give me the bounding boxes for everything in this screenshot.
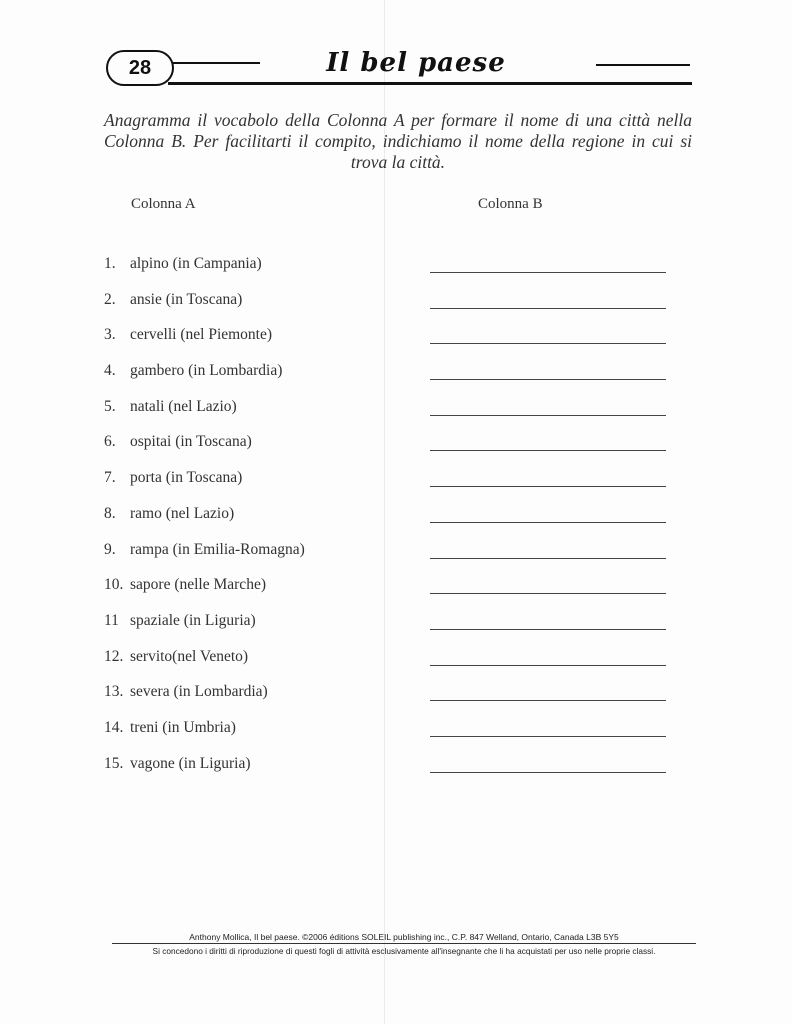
item-number: 14. — [104, 718, 124, 736]
list-item — [104, 255, 684, 291]
list-item — [104, 433, 684, 469]
item-number: 15. — [104, 754, 124, 772]
item-number: 11 — [104, 611, 119, 629]
list-item — [104, 326, 684, 362]
answer-line[interactable] — [430, 343, 666, 344]
instructions: Anagramma il vocabolo della Colonna A per formare il nome di una città nella Colonna B. Per facilitarti il compito, indichiamo il nome della regione in cui si trova la città. — [104, 110, 692, 172]
item-number: 2. — [104, 290, 116, 308]
item-word: sapore (nelle Marche) — [130, 576, 266, 594]
answer-line[interactable] — [430, 450, 666, 451]
answer-line[interactable] — [430, 700, 666, 701]
list-item — [104, 719, 684, 755]
header-rule-right — [596, 64, 690, 66]
list-item — [104, 648, 684, 684]
item-number: 6. — [104, 433, 116, 451]
answer-line[interactable] — [430, 772, 666, 773]
header-rule-left — [172, 62, 260, 64]
answer-line[interactable] — [430, 736, 666, 737]
list-item — [104, 755, 684, 791]
item-word: porta (in Toscana) — [130, 469, 243, 487]
item-number: 12. — [104, 647, 124, 665]
answer-line[interactable] — [430, 593, 666, 594]
item-word: natali (nel Lazio) — [130, 397, 237, 415]
answer-line[interactable] — [430, 629, 666, 630]
column-a-heading: Colonna A — [131, 196, 196, 212]
page-number-badge: 28 — [106, 50, 174, 86]
item-number: 5. — [104, 397, 116, 415]
item-number: 10. — [104, 576, 124, 594]
answer-line[interactable] — [430, 308, 666, 309]
list-item — [104, 291, 684, 327]
column-b-heading: Colonna B — [478, 196, 543, 212]
answer-line[interactable] — [430, 522, 666, 523]
list-item — [104, 362, 684, 398]
item-number: 7. — [104, 469, 116, 487]
item-word: alpino (in Campania) — [130, 255, 262, 272]
exercise-list — [104, 255, 684, 790]
list-item — [104, 576, 684, 612]
item-word: rampa (in Emilia-Romagna) — [130, 540, 305, 558]
list-item — [104, 505, 684, 541]
item-word: treni (in Umbria) — [130, 718, 236, 736]
answer-line[interactable] — [430, 665, 666, 666]
item-word: servito(nel Veneto) — [130, 647, 249, 665]
list-item — [104, 398, 684, 434]
answer-line[interactable] — [430, 486, 666, 487]
header-rule-bottom — [168, 82, 692, 85]
page-title: Il bel paese — [326, 48, 506, 78]
list-item — [104, 683, 684, 719]
item-word: ospitai (in Toscana) — [130, 433, 252, 451]
item-word: spaziale (in Liguria) — [130, 611, 256, 629]
item-number: 9. — [104, 540, 116, 558]
footer-rule — [112, 943, 696, 944]
item-word: severa (in Lombardia) — [130, 683, 268, 701]
item-word: vagone (in Liguria) — [130, 754, 251, 772]
item-word: ansie (in Toscana) — [130, 290, 243, 308]
footer-rights: Si concedono i diritti di riproduzione di questi fogli di attività esclusivamente all'insegnante che li ha acquistati per uso nelle proprie classi. — [152, 946, 656, 956]
list-item — [104, 469, 684, 505]
item-number: 3. — [104, 326, 116, 344]
page-header — [106, 48, 692, 90]
item-word: cervelli (nel Piemonte) — [130, 326, 273, 344]
answer-line[interactable] — [430, 558, 666, 559]
item-number: 13. — [104, 683, 124, 701]
list-item — [104, 612, 684, 648]
item-number: 4. — [104, 362, 116, 380]
footer-credit: Anthony Mollica, Il bel paese. ©2006 éditions SOLEIL publishing inc., C.P. 847 Welland, Ontario, Canada L3B 5Y5 — [189, 932, 619, 942]
answer-line[interactable] — [430, 415, 666, 416]
item-number: 1. — [104, 255, 116, 272]
item-word: gambero (in Lombardia) — [130, 362, 283, 380]
answer-line[interactable] — [430, 379, 666, 380]
item-word: ramo (nel Lazio) — [130, 504, 235, 522]
item-number: 8. — [104, 504, 116, 522]
answer-line[interactable] — [430, 272, 666, 273]
list-item — [104, 541, 684, 577]
